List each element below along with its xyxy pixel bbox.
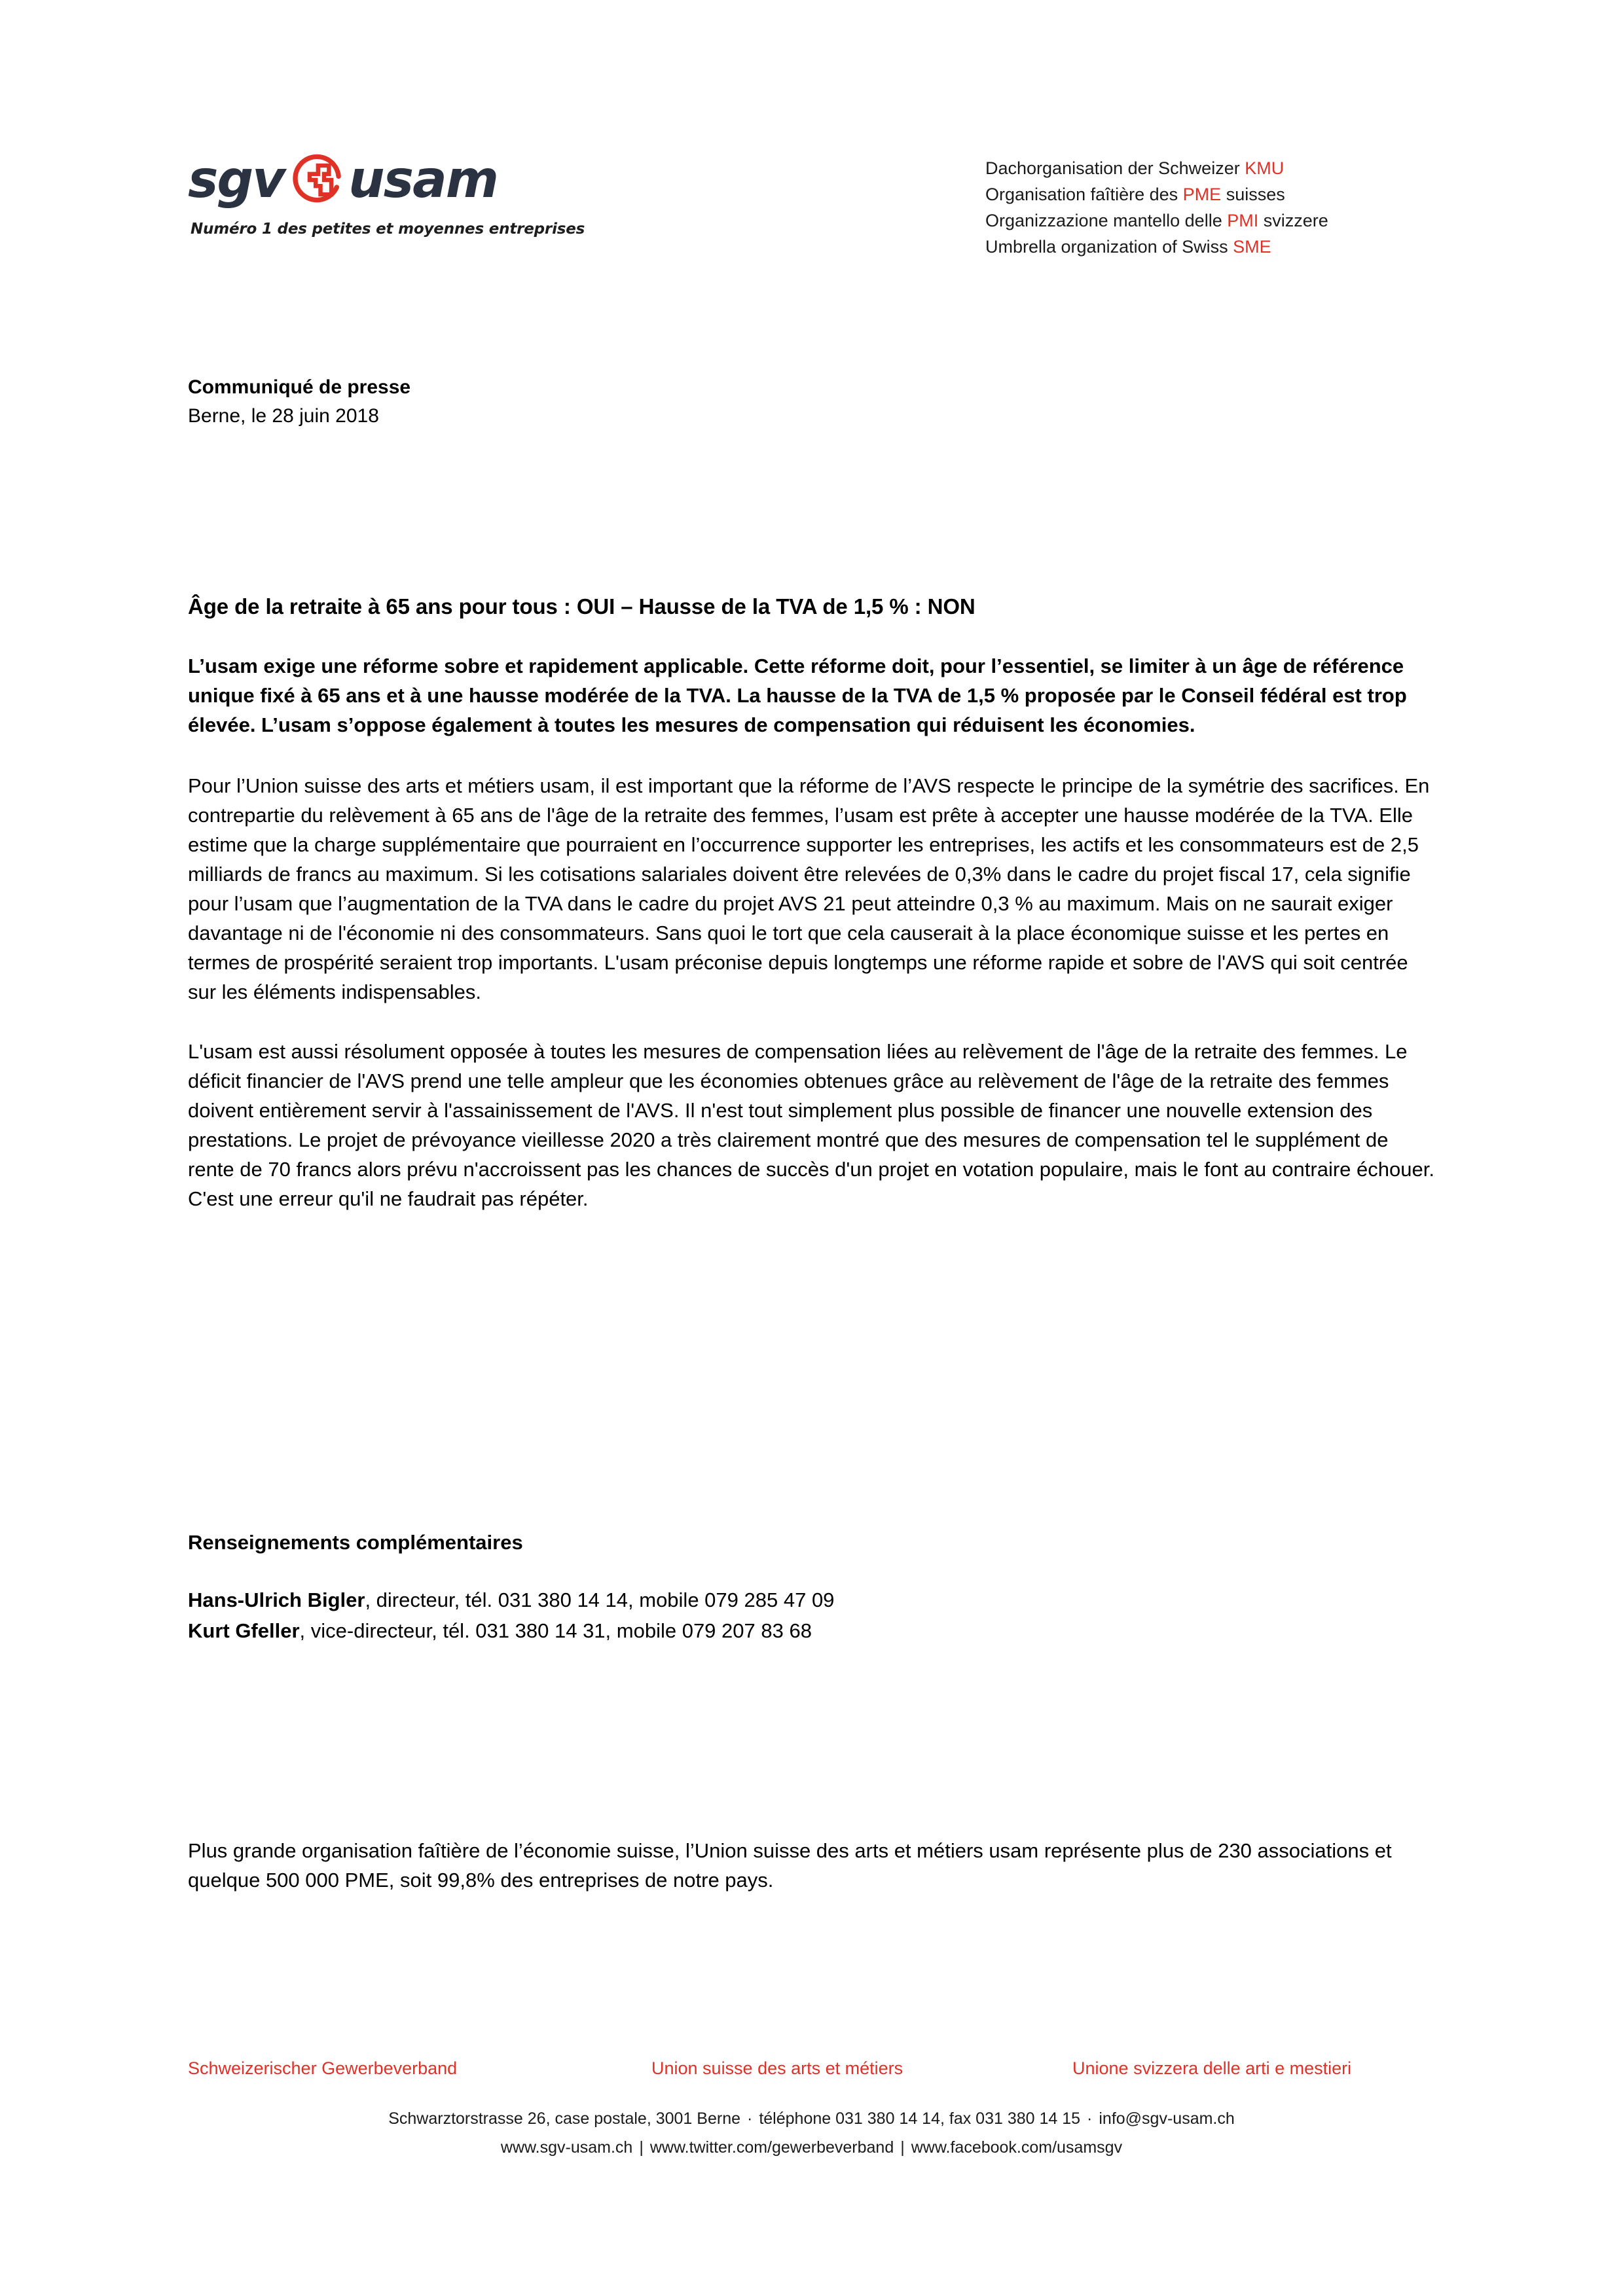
place-and-date: Berne, le 28 juin 2018 [188, 405, 379, 427]
document-body [188, 592, 1436, 1244]
header-language-it-accent: PMI [1227, 211, 1259, 230]
footer-address-row [0, 2104, 1623, 2133]
header-language-list [985, 155, 1328, 260]
document-header [0, 147, 1623, 278]
contact-name: Kurt Gfeller [188, 1619, 300, 1642]
header-language-fr-suffix: suisses [1221, 185, 1285, 204]
footer-website-link[interactable]: www.sgv-usam.ch [500, 2138, 633, 2157]
header-language-de-accent: KMU [1245, 158, 1285, 178]
header-language-de [985, 155, 1328, 181]
footer-separator: · [747, 2109, 753, 2128]
header-language-en-prefix: Umbrella organization of Swiss [985, 237, 1233, 257]
body-paragraph-2: L'usam est aussi résolument opposée à toutes les mesures de compensation liées au relèvement de l'âge de la retraite des femmes. Le déficit financier de l'AVS prend une telle ampleur que les économies obtenues grâce au relèvement de l'âge de la retraite des femmes doivent entièrement servir à l'assainissement de l'AVS. Il n'est tout simplement plus possible de financer une nouvelle extension des prestations. Le projet de prévoyance vieillesse 2020 a très clairement montré que des mesures de compensation tel le supplément de rente de 70 francs alors prévu n'accroissent pas les chances de succès d'un projet en votation populaire, mais le font au contraire échouer. C'est une erreur qu'il ne faudrait pas répéter. [188, 1040, 1434, 1210]
document-footer [0, 2058, 1623, 2162]
document-meta [188, 373, 410, 431]
footer-separator: · [1087, 2109, 1093, 2128]
logo-text-sgv: sgv [188, 151, 285, 209]
footer-link-divider: | [639, 2138, 644, 2157]
body-paragraph-1: Pour l’Union suisse des arts et métiers usam, il est important que la réforme de l’AVS respecte le principe de la symétrie des sacrifices. En contrepartie du relèvement à 65 ans de l'âge de la retraite des femmes, l’usam est prête à accepter une hausse modérée de la TVA. Elle estime que la charge supplémentaire que pourraient en l’occurrence supporter les entreprises, les actifs et les consommateurs est de 2,5 milliards de francs au maximum. Si les cotisations salariales doivent être relevées de 0,3% dans le cadre du projet fiscal 17, cela signifie pour l’usam que l’augmentation de la TVA dans le cadre du projet AVS 21 peut atteindre 0,3 % au maximum. Mais on ne saurait exiger davantage ni de l'économie ni des consommateurs. Sans quoi le tort que cela causerait à la place économique suisse et les pertes en termes de prospérité seraient trop importants. L'usam préconise depuis longtemps une réforme rapide et sobre de l'AVS qui soit centrée sur les éléments indispensables. [188, 774, 1430, 1003]
footer-facebook-link[interactable]: www.facebook.com/usamsgv [911, 2138, 1123, 2157]
contact-details: , vice-directeur, tél. 031 380 14 31, mobile 079 207 83 68 [299, 1619, 812, 1642]
header-language-en [985, 234, 1328, 260]
lead-paragraph: L’usam exige une réforme sobre et rapidement applicable. Cette réforme doit, pour l’essentiel, se limiter à un âge de référence unique fixé à 65 ans et à une hausse modérée de la TVA. La hausse de la TVA de 1,5 % proposée par le Conseil fédéral est trop élevée. L’usam s’oppose également à toutes les mesures de compensation qui réduisent les économies. [188, 655, 1407, 736]
contact-row [188, 1615, 1436, 1646]
contact-details: , directeur, tél. 031 380 14 14, mobile 079 285 47 09 [365, 1588, 835, 1611]
swiss-cross-circle-icon [287, 150, 347, 210]
contact-name: Hans-Ulrich Bigler [188, 1588, 365, 1611]
contacts-section [188, 1528, 1436, 1646]
page-title: Âge de la retraite à 65 ans pour tous : OUI – Hausse de la TVA de 1,5 % : NON [188, 594, 976, 619]
boilerplate-paragraph: Plus grande organisation faîtière de l’économie suisse, l’Union suisse des arts et métiers usam représente plus de 230 associations et quelque 500 000 PME, soit 99,8% des entreprises de notre pays. [188, 1839, 1392, 1892]
header-language-it [985, 207, 1328, 234]
header-language-de-prefix: Dachorganisation der Schweizer [985, 158, 1245, 178]
footer-twitter-link[interactable]: www.twitter.com/gewerbeverband [649, 2138, 894, 2157]
logo-tagline: Numéro 1 des petites et moyennes entreprises [191, 221, 585, 238]
header-language-fr-accent: PME [1182, 185, 1222, 204]
footer-links-row [0, 2133, 1623, 2162]
header-language-en-accent: SME [1233, 237, 1271, 257]
logo-wordmark [188, 147, 607, 213]
footer-phone: téléphone 031 380 14 14, fax 031 380 14 15 [759, 2109, 1081, 2128]
footer-link-divider: | [900, 2138, 905, 2157]
sgv-usam-logo [188, 147, 607, 238]
footer-address: Schwarztorstrasse 26, case postale, 3001 Berne [388, 2109, 740, 2128]
header-language-fr [985, 181, 1328, 207]
footer-org-name-fr: Union suisse des arts et métiers [651, 2058, 903, 2078]
footer-org-name-it: Unione svizzera delle arti e mestieri [1072, 2058, 1352, 2078]
header-language-it-prefix: Organizzazione mantello delle [985, 211, 1228, 230]
contacts-heading: Renseignements complémentaires [188, 1531, 523, 1554]
header-language-fr-prefix: Organisation faîtière des [985, 185, 1183, 204]
footer-org-names [0, 2058, 1623, 2090]
logo-text-usam: usam [348, 151, 498, 209]
footer-email-link[interactable]: info@sgv-usam.ch [1099, 2109, 1235, 2128]
footer-contact-block [0, 2104, 1623, 2162]
footer-org-name-de: Schweizerischer Gewerbeverband [188, 2058, 458, 2078]
contact-row [188, 1585, 1436, 1615]
document-type-label: Communiqué de presse [188, 376, 411, 398]
header-language-it-suffix: svizzere [1258, 211, 1328, 230]
